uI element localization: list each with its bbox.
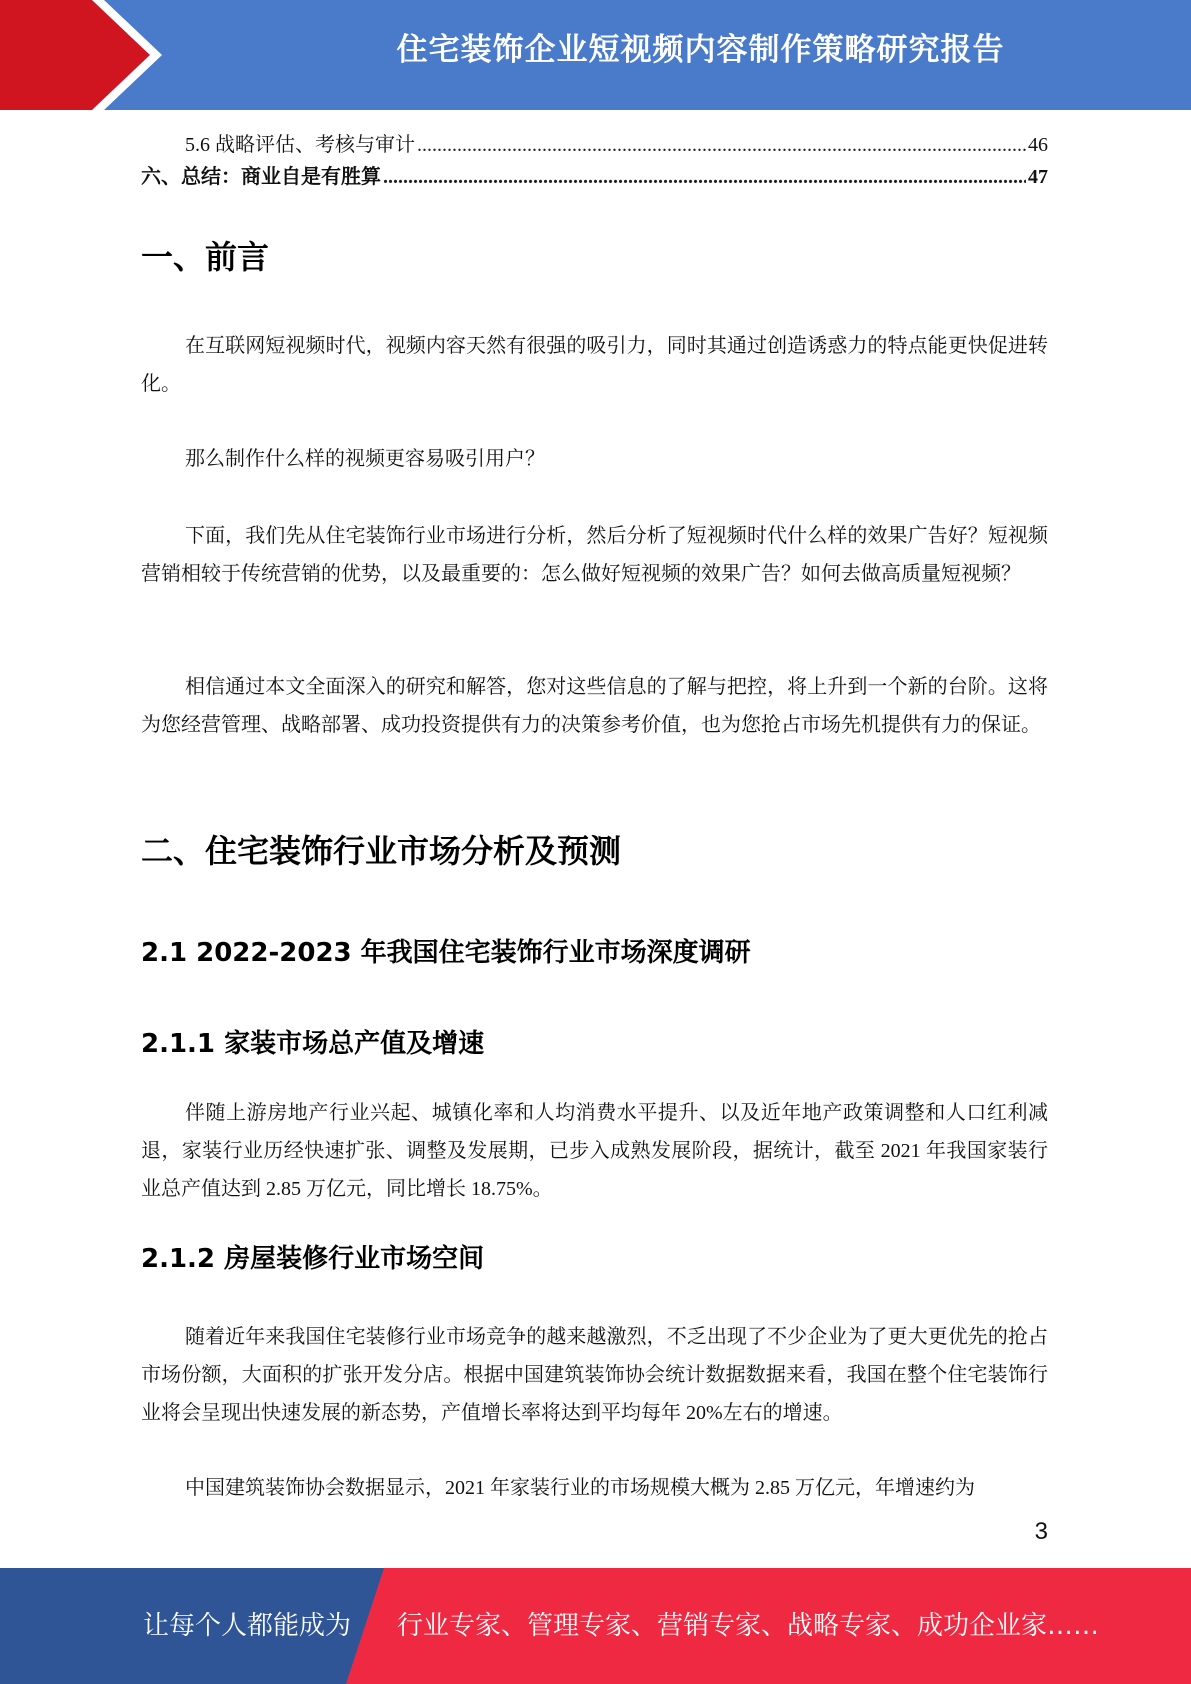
page-footer — [0, 1568, 1191, 1684]
preface-paragraph: 下面，我们先从住宅装饰行业市场进行分析，然后分析了短视频时代什么样的效果广告好？短视频营销相较于传统营销的优势，以及最重要的：怎么做好短视频的效果广告？如何去做高质量短视频？ — [141, 525, 1048, 585]
toc-entry[interactable] — [185, 128, 1048, 158]
market-paragraph: 伴随上游房地产行业兴起、城镇化率和人均消费水平提升、以及近年地产政策调整和人口红利减退，家装行业历经快速扩张、调整及发展期，已步入成熟发展阶段，据统计，截至 2021 年我国家装行业总产值达到 2.85 万亿元，同比增长 18.75%。 — [141, 1102, 1048, 1200]
subsection-heading-2-1-2: 2.1.2 房屋装修行业市场空间 — [141, 1244, 485, 1274]
toc-leader-dots — [417, 134, 1026, 157]
preface-paragraph: 那么制作什么样的视频更容易吸引用户？ — [185, 448, 545, 470]
market-paragraph: 中国建筑装饰协会数据显示，2021 年家装行业的市场规模大概为 2.85 万亿元，年增速约为 — [185, 1477, 975, 1499]
toc-entry-page: 47 — [1028, 166, 1048, 188]
toc-entry-label: 六、总结：商业自是有胜算 — [141, 166, 381, 188]
subsection-heading-2-1-1: 2.1.1 家装市场总产值及增速 — [141, 1029, 485, 1059]
toc-entry-page: 46 — [1028, 134, 1048, 156]
section-heading-preface: 一、前言 — [141, 238, 270, 276]
preface-paragraph: 在互联网短视频时代，视频内容天然有很强的吸引力，同时其通过创造诱惑力的特点能更快促进转化。 — [141, 335, 1048, 395]
toc-entry[interactable] — [141, 160, 1048, 190]
market-paragraph: 随着近年来我国住宅装修行业市场竞争的越来越激烈，不乏出现了不少企业为了更大更优先的抢占市场份额，大面积的扩张开发分店。根据中国建筑装饰协会统计数据数据来看，我国在整个住宅装饰行业将会呈现出快速发展的新态势，产值增长率将达到平均每年 20%左右的增速。 — [141, 1326, 1048, 1424]
page-number: 3 — [1034, 1518, 1048, 1545]
subsection-heading-2-1: 2.1 2022-2023 年我国住宅装饰行业市场深度调研 — [141, 938, 751, 968]
section-heading-market: 二、住宅装饰行业市场分析及预测 — [141, 832, 622, 870]
page-header — [0, 0, 1191, 110]
footer-slogan-left: 让每个人都能成为 — [143, 1611, 352, 1641]
toc-leader-dots — [383, 166, 1026, 189]
preface-paragraph: 相信通过本文全面深入的研究和解答，您对这些信息的了解与把控，将上升到一个新的台阶。这将为您经营管理、战略部署、成功投资提供有力的决策参考价值，也为您抢占市场先机提供有力的保证。 — [141, 676, 1048, 736]
toc-entry-label: 5.6 战略评估、考核与审计 — [185, 134, 415, 156]
footer-slogan-right: 行业专家、管理专家、营销专家、战略专家、成功企业家…… — [397, 1611, 1100, 1641]
report-title: 住宅装饰企业短视频内容制作策略研究报告 — [396, 32, 1005, 68]
red-chevron — [0, 0, 150, 110]
